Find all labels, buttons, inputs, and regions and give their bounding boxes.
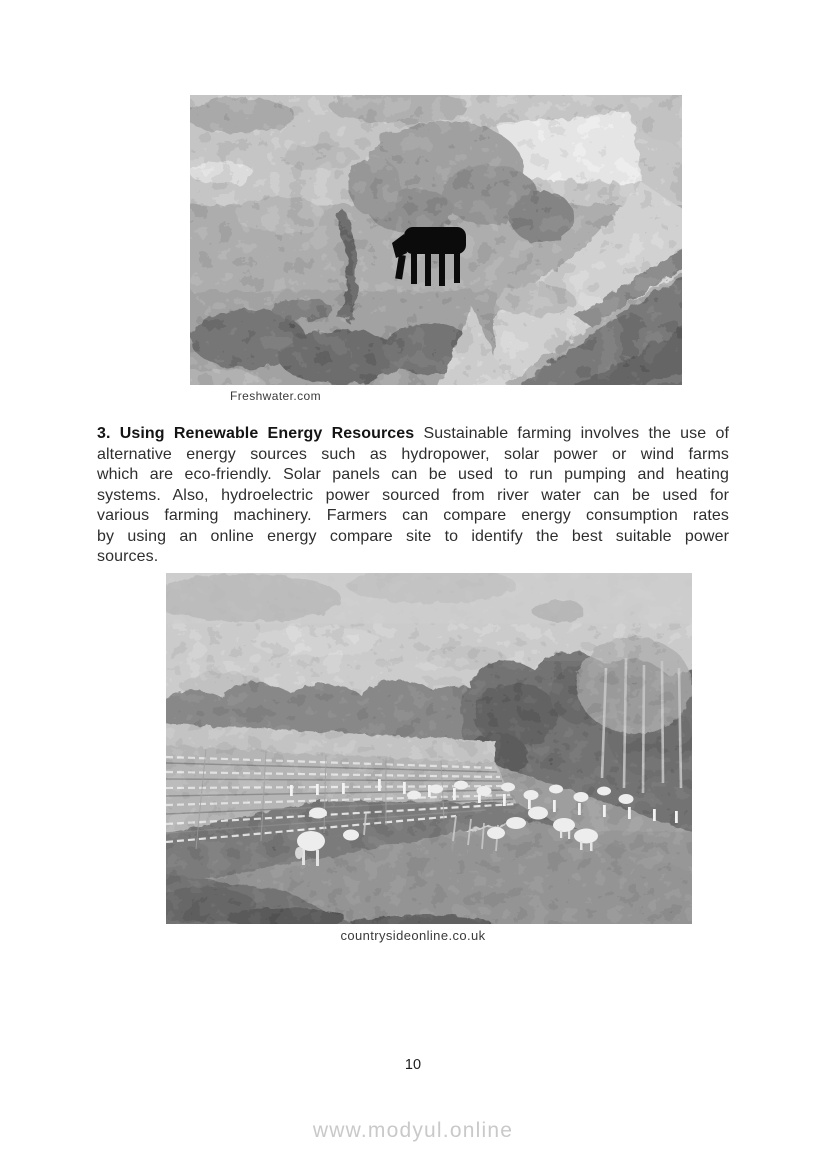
paragraph-line1-rest: Sustainable farming involves the use of [414,425,730,442]
paragraph-heading: 3. Using Renewable Energy Resources [97,425,415,442]
countryside-photo [166,573,692,924]
page-number: 10 [404,1057,422,1073]
figure1-caption: Freshwater.com [230,389,321,403]
paragraph-line: sources. [97,548,159,565]
paragraph [97,424,729,568]
paragraph-line: which are eco-friendly. Solar panels can be used to run pumping and heating [97,466,729,483]
figure2-caption: countrysideonline.co.uk [340,928,486,943]
paragraph-line: various farming machinery. Farmers can compare energy consumption rates [97,507,729,524]
paragraph-line: alternative energy sources such as hydropower, solar power or wind farms [97,445,729,463]
watermark: www.modyul.online [312,1119,514,1142]
freshwater-photo-svg [190,95,682,385]
freshwater-photo [190,95,682,385]
paragraph-line: by using an online energy compare site to identify the best suitable power [97,527,729,545]
paragraph-line: systems. Also, hydroelectric power sourced from river water can be used for [97,486,729,504]
countryside-photo-svg [166,573,692,924]
figure-countryside [166,573,692,943]
paragraph-line [97,424,729,445]
figure-freshwater [190,95,682,403]
